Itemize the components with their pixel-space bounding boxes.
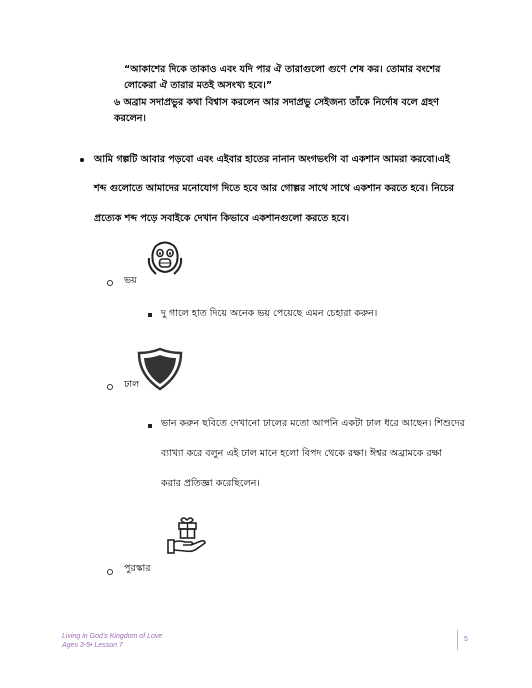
sub-bullet [107, 280, 113, 286]
gift-in-hand-icon [167, 516, 209, 556]
item-action-fear: দু গালে হাত দিয়ে অনেক ভয় পেয়েছে এমন চেহারা করুন। [161, 308, 378, 319]
footer-divider [457, 630, 458, 650]
item-word-shield: ঢাল [124, 379, 140, 390]
quote-line-2: লোকেরা ঐ তারার মতই অসংখ্য হবে।” [124, 80, 273, 91]
quote-line-3: ৬ অব্রাম সদাপ্রভুর কথা বিশ্বাস করলেন আর সদাপ্রভু সেইজন্য তাঁকে নির্দোষ বলে গ্রহণ [114, 97, 439, 108]
instruction-line-2: শব্দ গুলোতে আমাদের মনোযোগ দিতে হবে আর গোল্পর সাথে সাথে একশান করতে হবে। নিচের [94, 183, 454, 194]
sub-bullet [107, 384, 113, 390]
instruction-line-3: প্রত্যেক শব্দ পড়ে সবাইকে দেখান কিভাবে একশানগুলো করতে হবে। [94, 213, 350, 224]
scared-face-icon [146, 240, 184, 276]
page-number: 5 [464, 636, 468, 643]
footer-title: Living in God’s Kingdom of Love [62, 633, 163, 640]
shield-icon [137, 347, 183, 391]
item-word-fear: ভয় [124, 275, 137, 286]
quote-line-4: করলেন। [114, 113, 146, 124]
instruction-line-1: আমি গল্পটি আবার পড়বো এবং এইবার হাতের নানান অংগভংগি বা একশান আমরা করবো।এই [94, 154, 450, 165]
item-word-reward: পুরস্কার [124, 563, 151, 574]
item-action-shield-line-1: ভান করুন ছবিতে দেখানো ঢালের মতো আপনি একটা ঢাল ধরে আছেন। শিশুদের [161, 418, 465, 429]
action-bullet [148, 313, 152, 317]
footer-subtitle: Ages 3-5• Lesson 7 [62, 642, 123, 649]
item-action-shield-line-2: ব্যাখ্যা করে বলুন এই ঢাল মানে হলো বিপদ থেকে রক্ষা। ঈশ্বর অব্রামকে রক্ষা [161, 448, 443, 459]
bullet-dot [80, 158, 84, 162]
quote-line-1: “আকাশের দিকে তাকাও এবং যদি পার ঐ তারাগুলো গুণে শেষ কর। তোমার বংশের [124, 64, 441, 75]
action-bullet [148, 424, 152, 428]
item-action-shield-line-3: করার প্রতিজ্ঞা করেছিলেন। [161, 478, 260, 489]
sub-bullet [107, 569, 113, 575]
